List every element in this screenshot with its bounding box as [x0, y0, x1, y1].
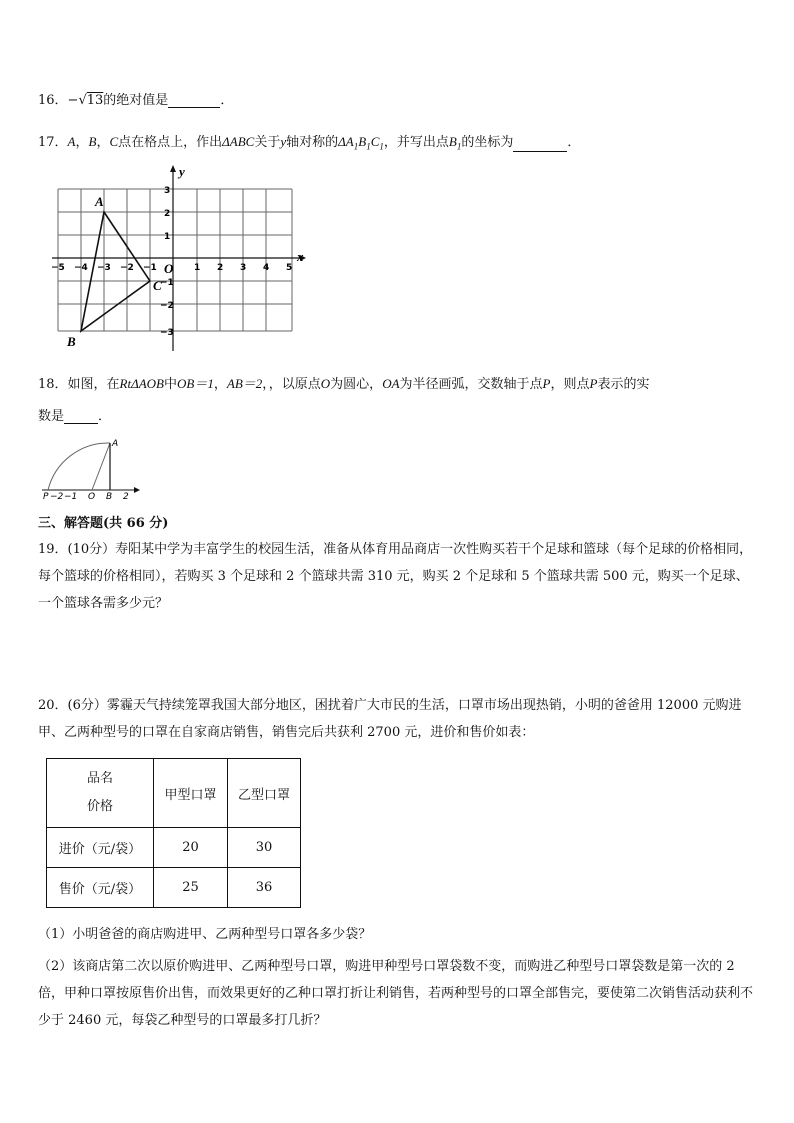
number-line-arc-figure [38, 436, 148, 502]
answer-blank [168, 93, 220, 108]
question-19: 19．(10分）寿阳某中学为丰富学生的校园生活，准备从体育用品商店一次性购买若干个足球和篮球（每个足球的价格相同，每个篮球的价格相同），若购买 3 个足球和 2 个篮球共需 310 元，购买 2 个足球和 5 个篮球共需 500 元，购买一个足球、一个篮球各需多少元？ [38, 542, 753, 611]
triangle-abc-shape [81, 212, 150, 331]
sub: 1 [379, 141, 384, 152]
question-17 [38, 131, 580, 152]
y-tick: −3 [160, 328, 174, 338]
q17-text-3: 轴对称的 [286, 135, 339, 150]
q18-triangle: RtΔAOB [119, 376, 164, 391]
column-header: 乙型口罩 [228, 759, 301, 828]
label-2: 2 [123, 492, 129, 502]
x-tick: 5 [286, 263, 293, 273]
question-16 [38, 89, 233, 108]
q18-text: 为半径画弧，交数轴于点 [399, 377, 543, 392]
y-axis-ref: y [280, 134, 287, 149]
q18-text: ，，以原点 [262, 377, 321, 392]
q18-number: 18．如图，在 [38, 377, 120, 392]
q18-ab: AB＝2 [226, 376, 263, 391]
table-row [47, 828, 301, 868]
origin-label: O [164, 261, 174, 276]
answer-blank [513, 137, 567, 152]
table-cell: 20 [154, 828, 228, 868]
q16-number: 16． [38, 93, 68, 108]
sub: 1 [353, 141, 359, 152]
question-20-part-1: （1）小明爸爸的商店购进甲、乙两种型号口罩各多少袋？ [38, 927, 372, 942]
x-tick: 1 [194, 263, 201, 273]
q16-minus: − [67, 93, 79, 108]
x-tick: −2 [120, 263, 134, 273]
q17-text-4: ，并写出点 [383, 135, 449, 150]
q17-number: 17． [38, 135, 68, 150]
label-p: P [43, 492, 49, 502]
table-header-row [47, 759, 301, 828]
q16-radicand: 13 [86, 93, 104, 108]
x-tick: −1 [143, 263, 157, 273]
label-b: B [106, 492, 113, 502]
segment-oa [92, 443, 110, 490]
q18-text: ，则点 [550, 377, 590, 392]
column-header: 甲型口罩 [154, 759, 228, 828]
question-18-line-2 [38, 405, 111, 424]
grid-lines [58, 189, 292, 331]
answer-blank [64, 409, 98, 424]
point-c-label: C [109, 134, 119, 149]
point-b-label: B [88, 134, 97, 149]
x-tick: −3 [97, 263, 111, 273]
table-cell: 25 [154, 868, 228, 908]
price-table [46, 758, 301, 908]
sub: 1 [366, 141, 371, 152]
q18-text: 中 [164, 377, 178, 392]
y-tick: 2 [164, 209, 171, 219]
label-o: O [88, 492, 96, 502]
y-tick: −1 [160, 278, 174, 288]
q17-text-5: 的坐标为 [461, 135, 514, 150]
row-label: 售价（元/袋） [47, 868, 154, 908]
question-20: 20．(6分）雾霾天气持续笼罩我国大部分地区，困扰着广大市民的生活，口罩市场出现热销，小明的爸爸用 12000 元购进甲、乙两种型号的口罩在自家商店销售，销售完后共获利 2700 元，进价和售价如表： [38, 698, 742, 740]
x-axis-label: x [297, 249, 304, 264]
y-axis-arrow [170, 165, 176, 172]
coordinate-grid-figure [48, 163, 313, 353]
header-top: 品名 [86, 771, 113, 786]
q16-end: ． [220, 93, 234, 108]
q18-o: O [320, 376, 331, 391]
y-tick: −2 [160, 301, 174, 311]
q17-text-2: 关于 [254, 135, 281, 150]
x-tick: −4 [74, 263, 88, 273]
comma: ， [96, 135, 110, 150]
header-bottom: 价格 [86, 799, 113, 814]
q16-text: 的绝对值是 [103, 93, 169, 108]
point-a-label: A [67, 134, 76, 149]
label-neg1: −1 [64, 492, 78, 502]
comma: ， [213, 377, 227, 392]
x-tick: 3 [240, 263, 247, 273]
point-b1: B [448, 134, 457, 149]
triangle-a1b1c1 [338, 134, 384, 152]
question-18-line-1 [38, 373, 649, 392]
row-label: 进价（元/袋） [47, 828, 154, 868]
y-tick: 1 [164, 232, 171, 242]
vertex-c-label: C [153, 278, 162, 293]
tri2-a: ΔA [338, 134, 354, 149]
triangle-abc: ΔABC [222, 134, 255, 149]
q18-p: P [589, 376, 598, 391]
question-20-part-2: （2）该商店第二次以原价购进甲、乙两种型号口罩，购进甲种型号口罩袋数不变，而购进乙种型号口罩袋数是第一次的 2 倍，甲种口罩按原售价出售，而效果更好的乙种口罩打折让利销售，若两种型号的口罩全部售完，要使第二次销售活动获利不少于 2460 元，每袋乙种型号的口罩最多打几折？ [38, 959, 754, 1028]
q17-text-1: 点在格点上，作出 [118, 135, 223, 150]
vertex-b-label: B [67, 334, 76, 349]
q18-text: 表示的实 [597, 377, 650, 392]
q18-end: ． [98, 409, 112, 424]
q17-end: ． [567, 135, 581, 150]
tri2-c: C [370, 134, 380, 149]
label-a: A [112, 439, 119, 449]
table-cell: 36 [228, 868, 301, 908]
sub: 1 [456, 141, 462, 152]
x-tick: 2 [217, 263, 224, 273]
tri2-b: B [358, 134, 367, 149]
number-line-arrow [134, 487, 140, 493]
table-row [47, 868, 301, 908]
q18-text: 为圆心， [330, 377, 383, 392]
y-axis-label: y [179, 164, 185, 179]
q16-radical: √ [78, 93, 87, 108]
vertex-a-label: A [95, 194, 104, 209]
comma: ， [75, 135, 89, 150]
table-cell: 30 [228, 828, 301, 868]
y-tick: 3 [164, 186, 171, 196]
section-heading: 三、解答题(共 66 分) [38, 516, 169, 531]
label-neg2: −2 [50, 492, 64, 502]
q18-p: P [542, 376, 551, 391]
diagonal-header-cell [47, 759, 154, 828]
q18-text: 数是 [38, 409, 65, 424]
q18-oa: OA [382, 376, 400, 391]
x-tick: −5 [51, 263, 65, 273]
q18-ob: OB＝1 [177, 376, 214, 391]
x-tick: 4 [263, 263, 270, 273]
